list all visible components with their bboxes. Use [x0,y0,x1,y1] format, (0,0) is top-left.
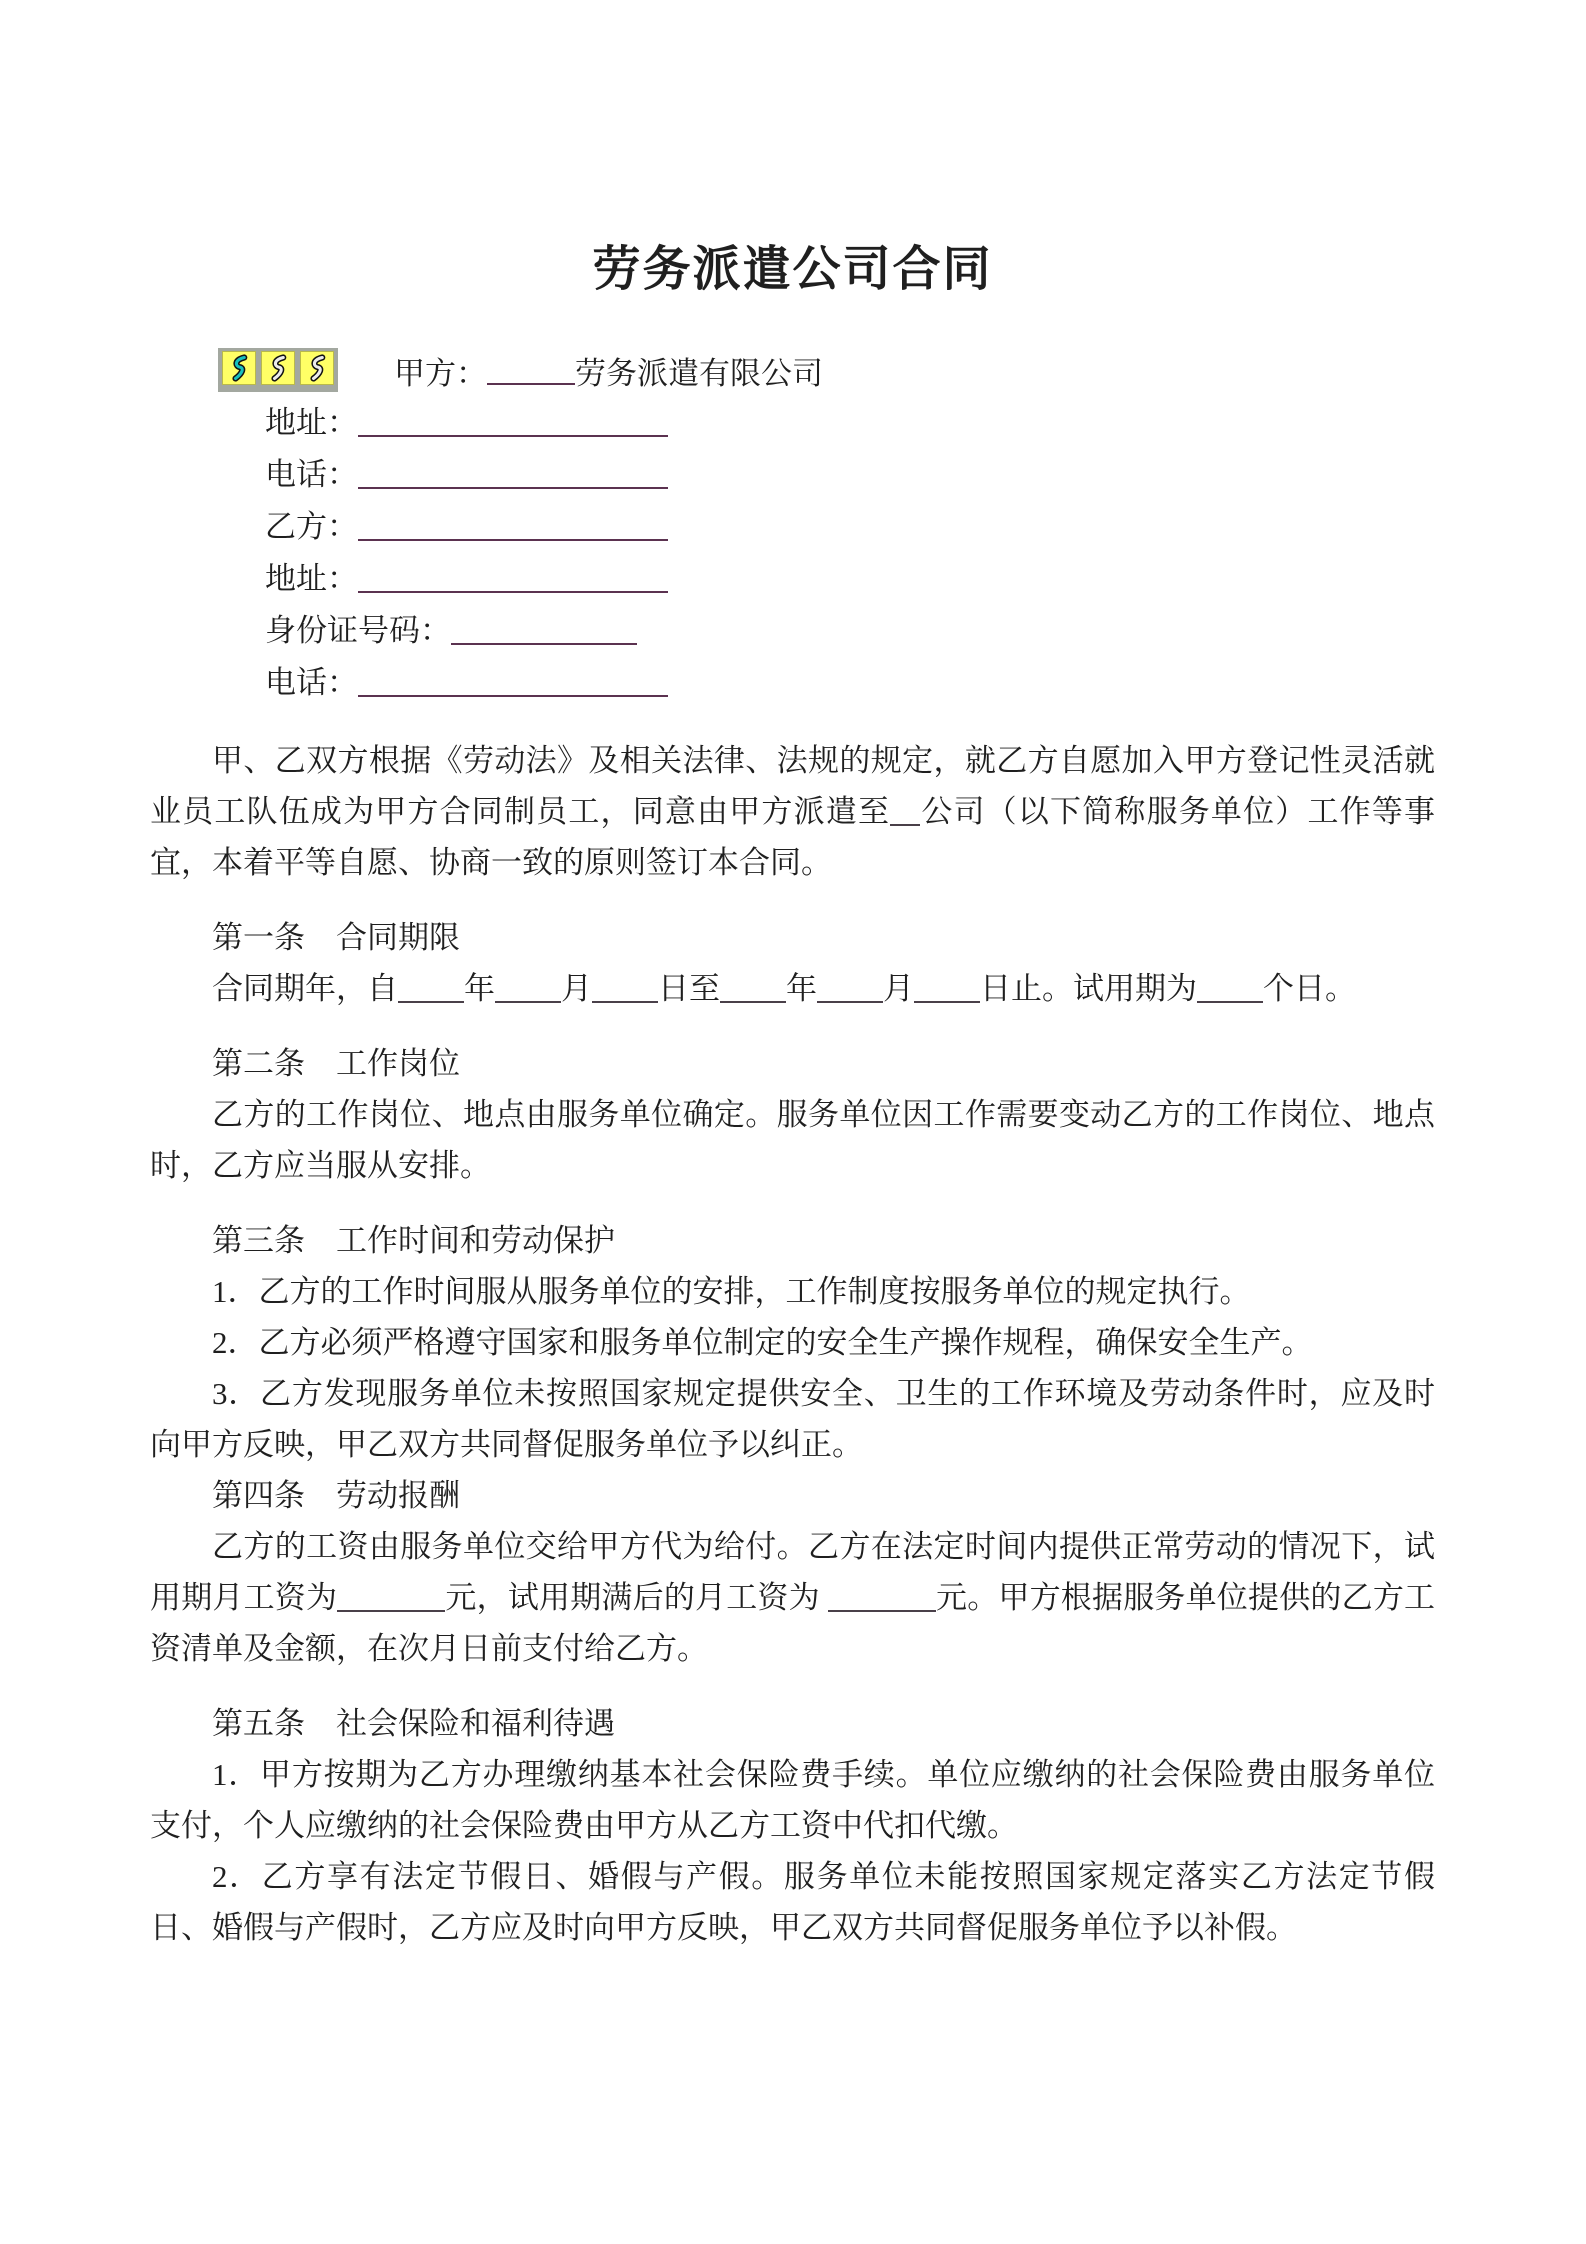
blank-line [914,973,980,1003]
blank-line [495,973,561,1003]
blank-line [720,973,786,1003]
text-run: 3．乙方发现服务单位未按照国家规定提供安全、卫生的工作环境及劳动条件时，应及时向甲方反映，甲乙双方共同督促服务单位予以纠正。 [150,1376,1435,1462]
paragraph [150,1266,1435,1317]
text-run: 合同期年，自 [212,971,398,1006]
text-run: 月 [561,971,592,1006]
text-run: 日至 [658,971,720,1006]
party-field-row [265,657,1435,709]
party-a-label: 甲方： [394,355,487,391]
field-label: 电话： [265,457,358,492]
document-title: 劳务派遣公司合同 [592,243,993,296]
blank-line [451,615,637,645]
field-label: 乙方： [265,509,358,544]
blank-line [358,563,668,593]
party-a-blank-line [487,355,575,385]
blank-line [358,511,668,541]
party-fields [150,397,1435,709]
party-field-row [265,605,1435,657]
party-field-row [265,553,1435,605]
text-run: 乙方的工资由服务单位交给甲方代为给付。乙方在法定时间内提供正常劳动的情况下，试用期月工资为 [150,1529,1435,1615]
text-run: 1．甲方按期为乙方办理缴纳基本社会保险费手续。单位应缴纳的社会保险费由服务单位支付，个人应缴纳的社会保险费由甲方从乙方工资中代扣代缴。 [150,1757,1435,1843]
blank-line [592,973,658,1003]
party-field-row [265,449,1435,501]
blank-line [1197,973,1263,1003]
paragraph [150,963,1435,1014]
paragraph [150,1089,1435,1191]
contract-sections [150,912,1435,1953]
field-label: 地址： [265,561,358,596]
text-run: 年 [464,971,495,1006]
text-run: 个日。 [1263,971,1356,1006]
section-heading: 第一条 合同期限 [212,920,460,955]
party-block [150,343,1435,709]
blank-line [828,1582,936,1612]
paragraph [150,1851,1435,1953]
blank-line [358,407,668,437]
blank-line [398,973,464,1003]
text-run: 乙方的工作岗位、地点由服务单位确定。服务单位因工作需要变动乙方的工作岗位、地点时，乙方应当服从安排。 [150,1097,1435,1183]
text-run: 甲、乙双方根据《劳动法》及相关法律、法规的规定，就乙方自愿加入甲方登记性灵活就业员工队伍成为甲方合同制员工，同意由甲方派遣至 [150,743,1435,829]
field-label: 地址： [265,405,358,440]
party-a-row [218,343,1435,397]
preamble-paragraph [150,735,1435,888]
blank-line [890,796,920,826]
text-run: 公司（以下简称服务单位）工作等事宜，本着平等自愿、协商一致的原则签订本合同。 [150,794,1436,880]
blank-line [817,973,883,1003]
blank-line [358,459,668,489]
paragraph [150,1317,1435,1368]
text-run: 年 [786,971,817,1006]
teal-squiggle-icon [222,351,256,385]
section-heading: 第二条 工作岗位 [212,1046,460,1081]
section-heading: 第五条 社会保险和福利待遇 [212,1706,615,1741]
section-heading: 第四条 劳动报酬 [212,1478,460,1513]
text-run: 2．乙方享有法定节假日、婚假与产假。服务单位未能按照国家规定落实乙方法定节假日、婚假与产假时，乙方应及时向甲方反映，甲乙双方共同督促服务单位予以补假。 [150,1859,1435,1945]
text-run: 1．乙方的工作时间服从服务单位的安排，工作制度按服务单位的规定执行。 [212,1274,1251,1309]
section-heading: 第三条 工作时间和劳动保护 [212,1223,615,1258]
paragraph [150,1368,1435,1470]
white-squiggle-icon [261,351,295,385]
text-run: 日止。试用期为 [980,971,1197,1006]
party-field-row [265,397,1435,449]
field-label: 电话： [265,665,358,700]
party-a-company: 劳务派遣有限公司 [575,355,823,391]
text-run: 2．乙方必须严格遵守国家和服务单位制定的安全生产操作规程，确保安全生产。 [212,1325,1313,1360]
blank-line [358,667,668,697]
text-run: 月 [883,971,914,1006]
text-run: 元。甲方根据服务单位提供的乙方工资清单及金额，在次月日前支付给乙方。 [150,1580,1436,1666]
paragraph [150,1749,1435,1851]
field-label: 身份证号码： [265,613,451,648]
white-squiggle-icon [300,351,334,385]
icon-strip [218,348,338,392]
paragraph [150,1521,1435,1674]
party-field-row [265,501,1435,553]
text-run: 元，试用期满后的月工资为 [445,1580,828,1615]
blank-line [337,1582,445,1612]
